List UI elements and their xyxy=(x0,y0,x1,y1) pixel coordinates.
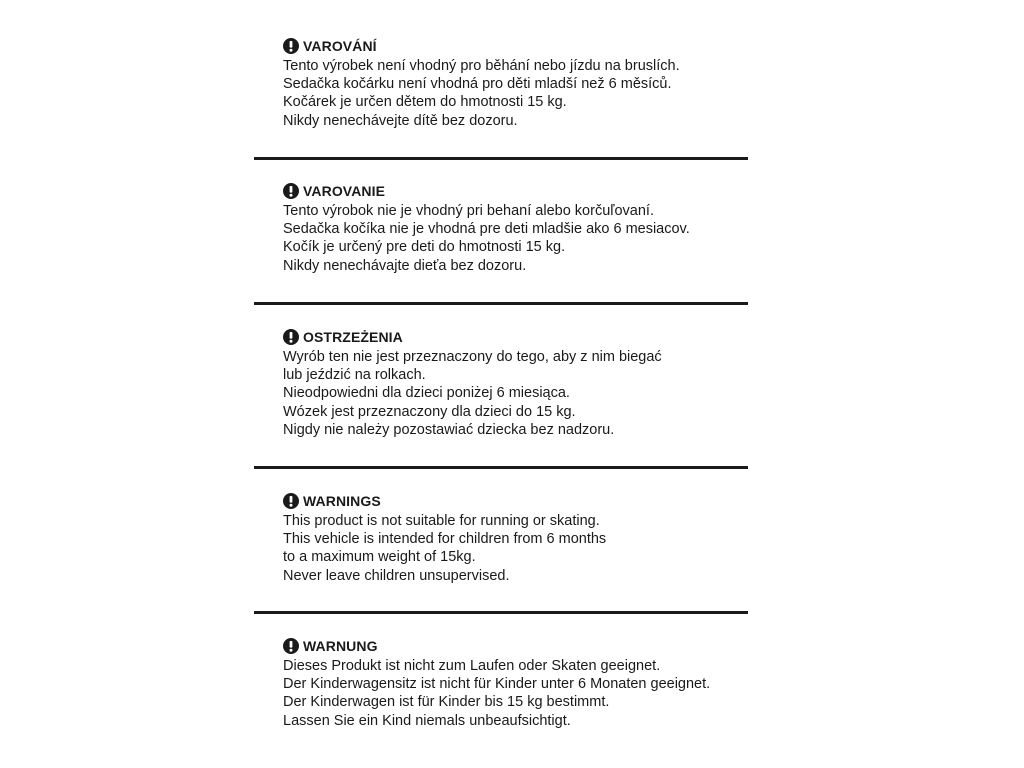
warning-line: Tento výrobok nie je vhodný pri behaní alebo korčuľovaní. xyxy=(283,203,654,219)
warning-line: Nieodpowiedni dla dzieci poniżej 6 miesiąca. xyxy=(283,385,570,402)
warning-section-sk xyxy=(283,181,753,275)
section-title: VAROVÁNÍ xyxy=(303,38,377,54)
warning-line: Kočárek je určen dětem do hmotnosti 15 kg. xyxy=(283,94,567,111)
warning-section-cs xyxy=(283,36,753,130)
warning-line: to a maximum weight of 15kg. xyxy=(283,549,476,566)
warning-line: Wyrób ten nie jest przeznaczony do tego, aby z nim biegać xyxy=(283,349,662,365)
section-heading xyxy=(283,181,753,201)
section-heading xyxy=(283,636,753,656)
section-divider xyxy=(254,611,748,614)
warning-line: Sedačka kočíka nie je vhodná pre deti mladšie ako 6 mesiacov. xyxy=(283,221,690,238)
section-title: OSTRZEŻENIA xyxy=(303,329,403,345)
exclamation-circle-icon xyxy=(283,493,299,509)
section-heading xyxy=(283,327,753,347)
warning-section-pl xyxy=(283,327,753,439)
warning-line: Tento výrobek není vhodný pro běhání nebo jízdu na bruslích. xyxy=(283,58,680,74)
warning-line: Der Kinderwagen ist für Kinder bis 15 kg bestimmt. xyxy=(283,694,610,711)
section-title: WARNINGS xyxy=(303,493,381,509)
exclamation-circle-icon xyxy=(283,38,299,54)
warning-line: Wózek jest przeznaczony dla dzieci do 15 kg. xyxy=(283,403,576,420)
section-divider xyxy=(254,157,748,160)
warning-line: Dieses Produkt ist nicht zum Laufen oder Skaten geeignet. xyxy=(283,658,661,674)
section-title: WARNUNG xyxy=(303,638,378,654)
section-heading xyxy=(283,491,753,511)
warning-line: Kočík je určený pre deti do hmotnosti 15 kg. xyxy=(283,239,566,256)
exclamation-circle-icon xyxy=(283,183,299,199)
section-divider xyxy=(254,466,748,469)
warning-line: Nikdy nenechávajte dieťa bez dozoru. xyxy=(283,257,527,274)
warning-line: Der Kinderwagensitz ist nicht für Kinder unter 6 Monaten geeignet. xyxy=(283,676,711,693)
warning-section-en xyxy=(283,491,753,585)
section-title: VAROVANIE xyxy=(303,183,386,199)
warning-section-de xyxy=(283,636,753,730)
warning-line: Nikdy nenechávejte dítě bez dozoru. xyxy=(283,112,518,129)
warning-line: Nigdy nie należy pozostawiać dziecka bez nadzoru. xyxy=(283,421,615,438)
warning-line: This vehicle is intended for children from 6 months xyxy=(283,531,607,548)
warning-line: lub jeździć na rolkach. xyxy=(283,367,426,384)
exclamation-circle-icon xyxy=(283,329,299,345)
exclamation-circle-icon xyxy=(283,638,299,654)
section-heading xyxy=(283,36,753,56)
section-divider xyxy=(254,302,748,305)
warning-line: Lassen Sie ein Kind niemals unbeaufsichtigt. xyxy=(283,712,571,729)
warning-line: Sedačka kočárku není vhodná pro děti mladší než 6 měsíců. xyxy=(283,76,672,93)
warning-line: Never leave children unsupervised. xyxy=(283,567,510,584)
warning-line: This product is not suitable for running or skating. xyxy=(283,513,600,529)
